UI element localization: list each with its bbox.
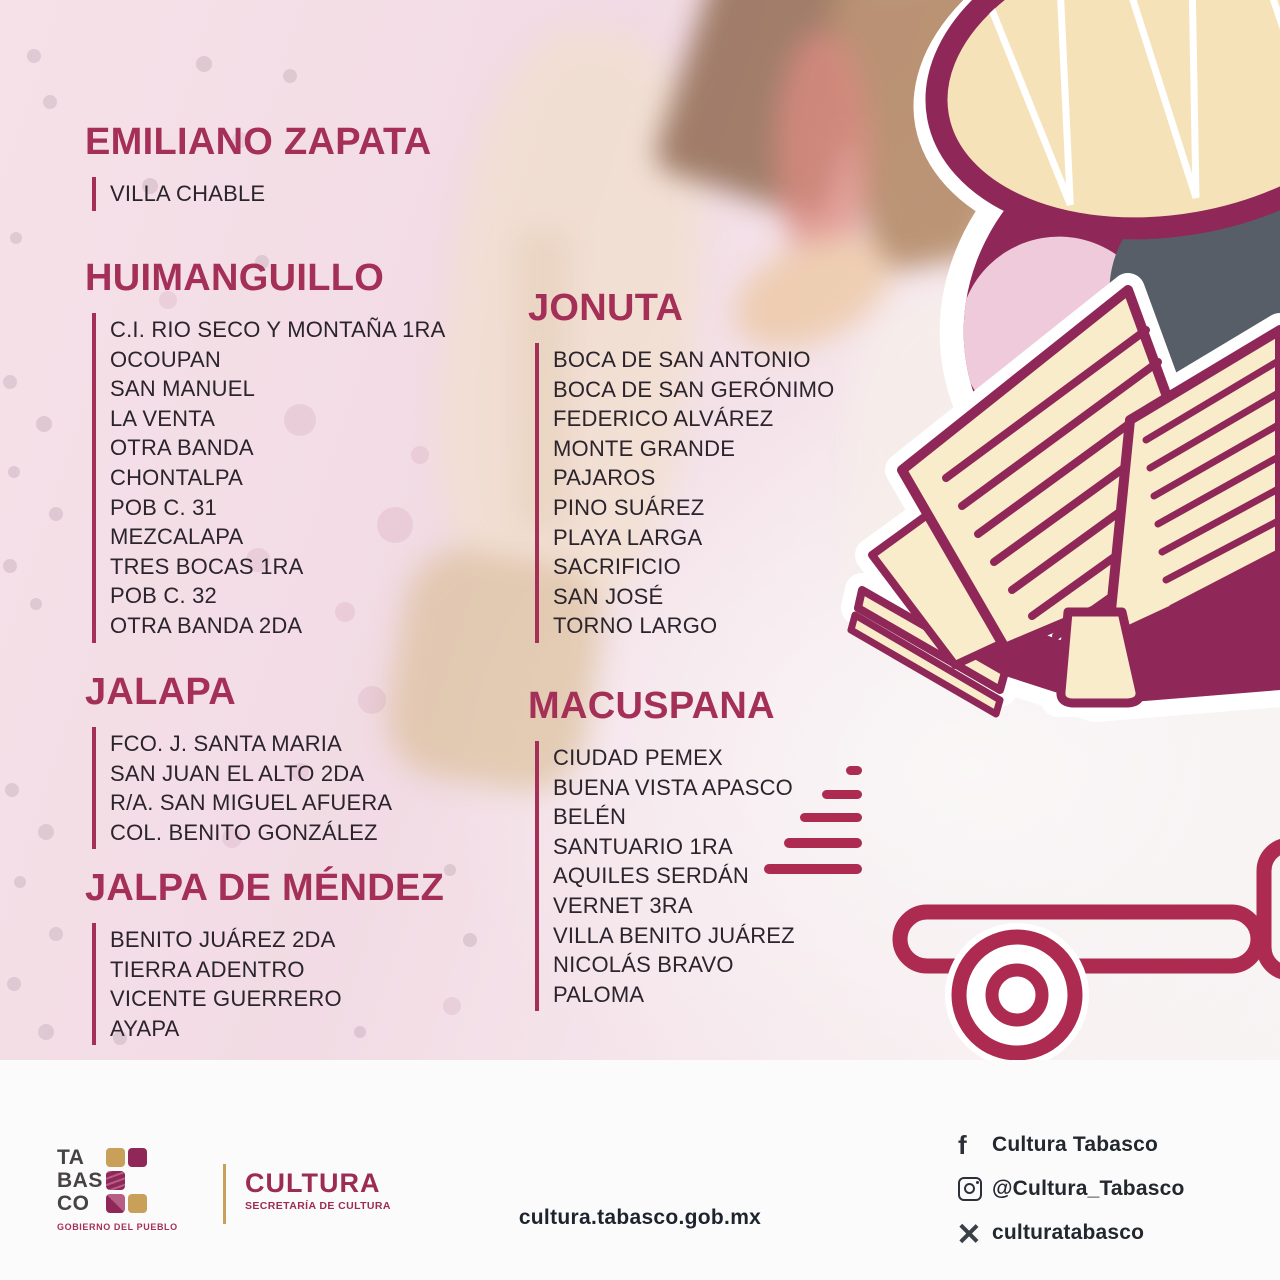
- section-macuspana: [528, 686, 988, 1011]
- section-jalapa: [85, 672, 545, 849]
- social-row-instagram: [958, 1174, 1238, 1204]
- list-item: VICENTE GUERRERO: [110, 986, 342, 1012]
- list-item: FEDERICO ALVÁREZ: [553, 406, 774, 432]
- locality-list: [92, 727, 545, 849]
- list-item: MONTE GRANDE: [553, 435, 736, 461]
- photo-floral-embroidery: [775, 30, 870, 270]
- list-item: POB C. 31: [110, 494, 217, 520]
- list-item: CHONTALPA: [110, 464, 244, 490]
- logo-text-line2: BAS: [57, 1168, 103, 1192]
- list-item: VILLA CHABLE: [110, 181, 266, 206]
- cultura-subtitle: SECRETARÍA DE CULTURA: [245, 1200, 391, 1212]
- list-item: LA VENTA: [110, 405, 216, 431]
- website-url: cultura.tabasco.gob.mx: [518, 1206, 762, 1229]
- instagram-icon: [958, 1177, 982, 1201]
- logo-glyph-seal-icon: [106, 1148, 125, 1167]
- list-item: PAJAROS: [553, 465, 656, 491]
- list-item: SANTUARIO 1RA: [553, 833, 733, 859]
- list-item: FCO. J. SANTA MARIA: [110, 731, 342, 756]
- list-item: SACRIFICIO: [553, 554, 681, 580]
- list-item: TRES BOCAS 1RA: [110, 553, 304, 579]
- list-item: TIERRA ADENTRO: [110, 956, 305, 982]
- list-item: CIUDAD PEMEX: [553, 745, 723, 770]
- x-icon: [958, 1223, 978, 1243]
- list-item: BELÉN: [553, 804, 627, 830]
- x-handle: culturatabasco: [992, 1221, 1145, 1244]
- list-item: PALOMA: [553, 981, 645, 1007]
- social-row-x: [958, 1218, 1238, 1248]
- locality-list: [535, 741, 988, 1011]
- section-jalpa-de-mendez: [85, 868, 545, 1045]
- list-item: COL. BENITO GONZÁLEZ: [110, 819, 378, 845]
- list-item: BENITO JUÁREZ 2DA: [110, 927, 336, 952]
- logo-glyph-waves-icon: [106, 1171, 125, 1190]
- section-title: JALAPA: [85, 671, 236, 713]
- social-row-facebook: [958, 1130, 1238, 1160]
- facebook-icon: f: [958, 1130, 967, 1160]
- instagram-handle: @Cultura_Tabasco: [992, 1177, 1185, 1200]
- locality-list: [92, 177, 545, 211]
- list-item: OTRA BANDA 2DA: [110, 612, 303, 638]
- list-item: SAN JOSÉ: [553, 583, 664, 609]
- list-item: MEZCALAPA: [110, 524, 244, 550]
- list-item: R/A. SAN MIGUEL AFUERA: [110, 790, 393, 816]
- facebook-handle: Cultura Tabasco: [992, 1133, 1158, 1156]
- section-huimanguillo: [85, 258, 545, 643]
- logo-text-line1: TA: [57, 1145, 85, 1169]
- section-title: MACUSPANA: [528, 685, 775, 727]
- section-title: HUIMANGUILLO: [85, 257, 385, 299]
- list-item: NICOLÁS BRAVO: [553, 952, 734, 978]
- section-emiliano-zapata: [85, 122, 545, 211]
- list-item: PLAYA LARGA: [553, 524, 703, 550]
- locality-list: [535, 343, 988, 643]
- list-item: VILLA BENITO JUÁREZ: [553, 922, 795, 948]
- locality-list: [92, 313, 545, 643]
- logo-glyph-mask-icon: [128, 1148, 147, 1167]
- list-item: OTRA BANDA: [110, 435, 254, 461]
- list-item: SAN JUAN EL ALTO 2DA: [110, 760, 365, 786]
- section-jonuta: [528, 288, 988, 643]
- list-item: SAN MANUEL: [110, 376, 256, 402]
- list-item: BUENA VISTA APASCO: [553, 774, 793, 800]
- government-tagline: GOBIERNO DEL PUEBLO: [57, 1222, 178, 1232]
- locality-list: [92, 923, 545, 1045]
- list-item: TORNO LARGO: [553, 613, 718, 639]
- section-title: JALPA DE MÉNDEZ: [85, 867, 445, 909]
- list-item: PINO SUÁREZ: [553, 494, 705, 520]
- list-item: VERNET 3RA: [553, 892, 693, 918]
- list-item: BOCA DE SAN ANTONIO: [553, 347, 811, 372]
- list-item: BOCA DE SAN GERÓNIMO: [553, 376, 835, 402]
- list-item: AQUILES SERDÁN: [553, 863, 749, 889]
- social-links: [958, 1130, 1238, 1262]
- section-title: JONUTA: [528, 287, 684, 329]
- list-item: POB C. 32: [110, 583, 217, 609]
- list-item: C.I. RIO SECO Y MONTAÑA 1RA: [110, 317, 446, 342]
- logo-text-line3: CO: [57, 1191, 90, 1215]
- list-item: OCOUPAN: [110, 346, 222, 372]
- cultura-brand-text: CULTURA: [245, 1168, 381, 1198]
- section-title: EMILIANO ZAPATA: [85, 121, 432, 163]
- list-item: AYAPA: [110, 1015, 180, 1041]
